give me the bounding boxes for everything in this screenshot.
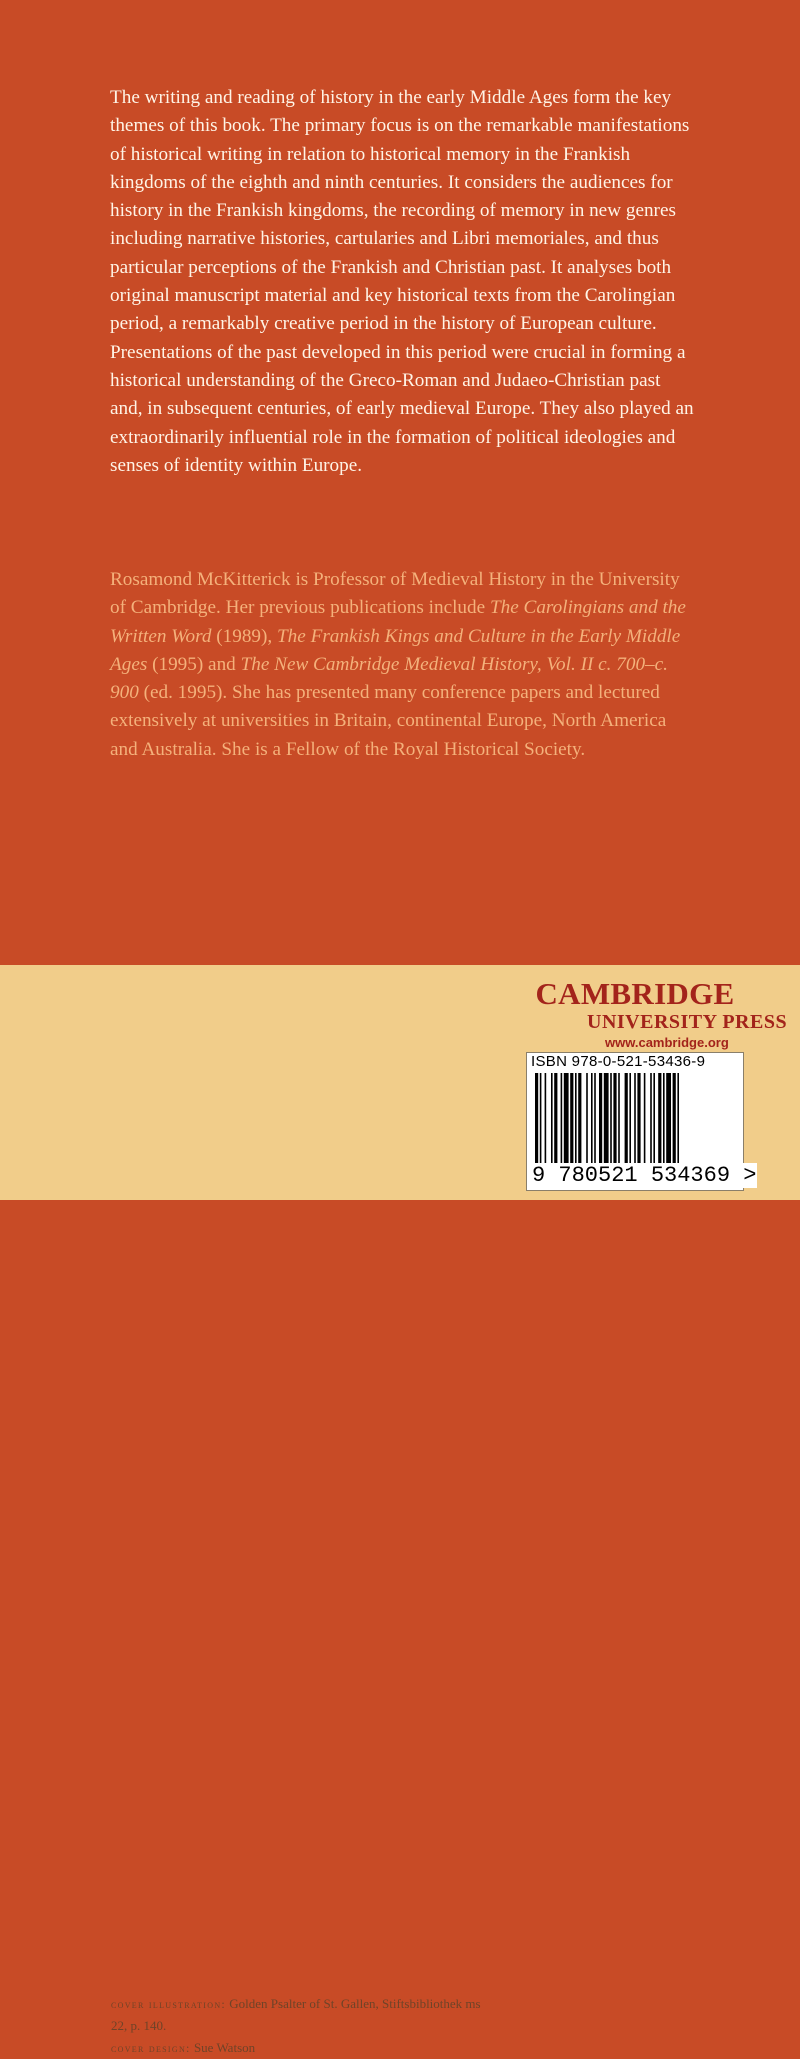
- design-label: cover design:: [111, 2041, 191, 2055]
- book-blurb: The writing and reading of history in the early Middle Ages form the key themes of this book. The primary focus is on the remarkable manifestations of historical writing in relation to historical memory in the Frankish kingdoms of the eighth and ninth centuries. It considers the audiences for history in the Frankish kingdoms, the recording of memory in new genres including narrative histories, cartularies and Libri memoriales, and thus particular perceptions of the Frankish and Christian past. It analyses both original manuscript material and key historical texts from the Carolingian period, a remarkably creative period in the history of European culture. Presentations of the past developed in this period were crucial in forming a historical understanding of the Greco-Roman and Judaeo-Christian past and, in subsequent centuries, of early medieval Europe. They also played an extraordinarily influential role in the formation of political ideologies and senses of identity within Europe.: [110, 87, 694, 476]
- author-bio: [110, 566, 695, 764]
- bio-text-1: Rosamond McKitterick is Professor of Medieval History in the University of Cambridge. Her previous publications include: [110, 569, 680, 619]
- barcode-panel: [526, 1052, 757, 1191]
- cover-credits: [111, 1993, 491, 2059]
- illustration-credit: [111, 1993, 491, 2037]
- publisher-logo: [525, 976, 788, 1050]
- publisher-subname: UNIVERSITY PRESS: [587, 1011, 788, 1033]
- bio-title-2: The Frankish Kings and Culture in the Early Middle Ages: [110, 625, 681, 675]
- illustration-text: Golden Psalter of St. Gallen, Stiftsbibliothek ms 22, p. 140.: [111, 1996, 481, 2033]
- bio-text-2: (1989),: [211, 625, 278, 647]
- bio-text-3: (1995) and: [147, 653, 241, 675]
- bio-title-1: The Carolingians and the Written Word: [110, 597, 686, 647]
- upper-panel: [0, 0, 800, 965]
- isbn-label: ISBN 978-0-521-53436-9: [531, 1053, 706, 1070]
- design-text: Sue Watson: [193, 2040, 256, 2055]
- illustration-label: cover illustration:: [111, 1997, 227, 2011]
- bio-text-4: (ed. 1995). She has presented many conference papers and lectured extensively at universities in Britain, continental Europe, North America and Australia. She is a Fellow of the Royal Historical Society.: [110, 682, 667, 760]
- publisher-name: CAMBRIDGE: [535, 976, 735, 1011]
- barcode-digits: 9 780521 534369 >: [532, 1163, 757, 1188]
- design-credit: [111, 2037, 491, 2059]
- publisher-url: www.cambridge.org: [605, 1035, 729, 1050]
- bio-title-3: The New Cambridge Medieval History, Vol. II c. 700–c. 900: [110, 653, 668, 704]
